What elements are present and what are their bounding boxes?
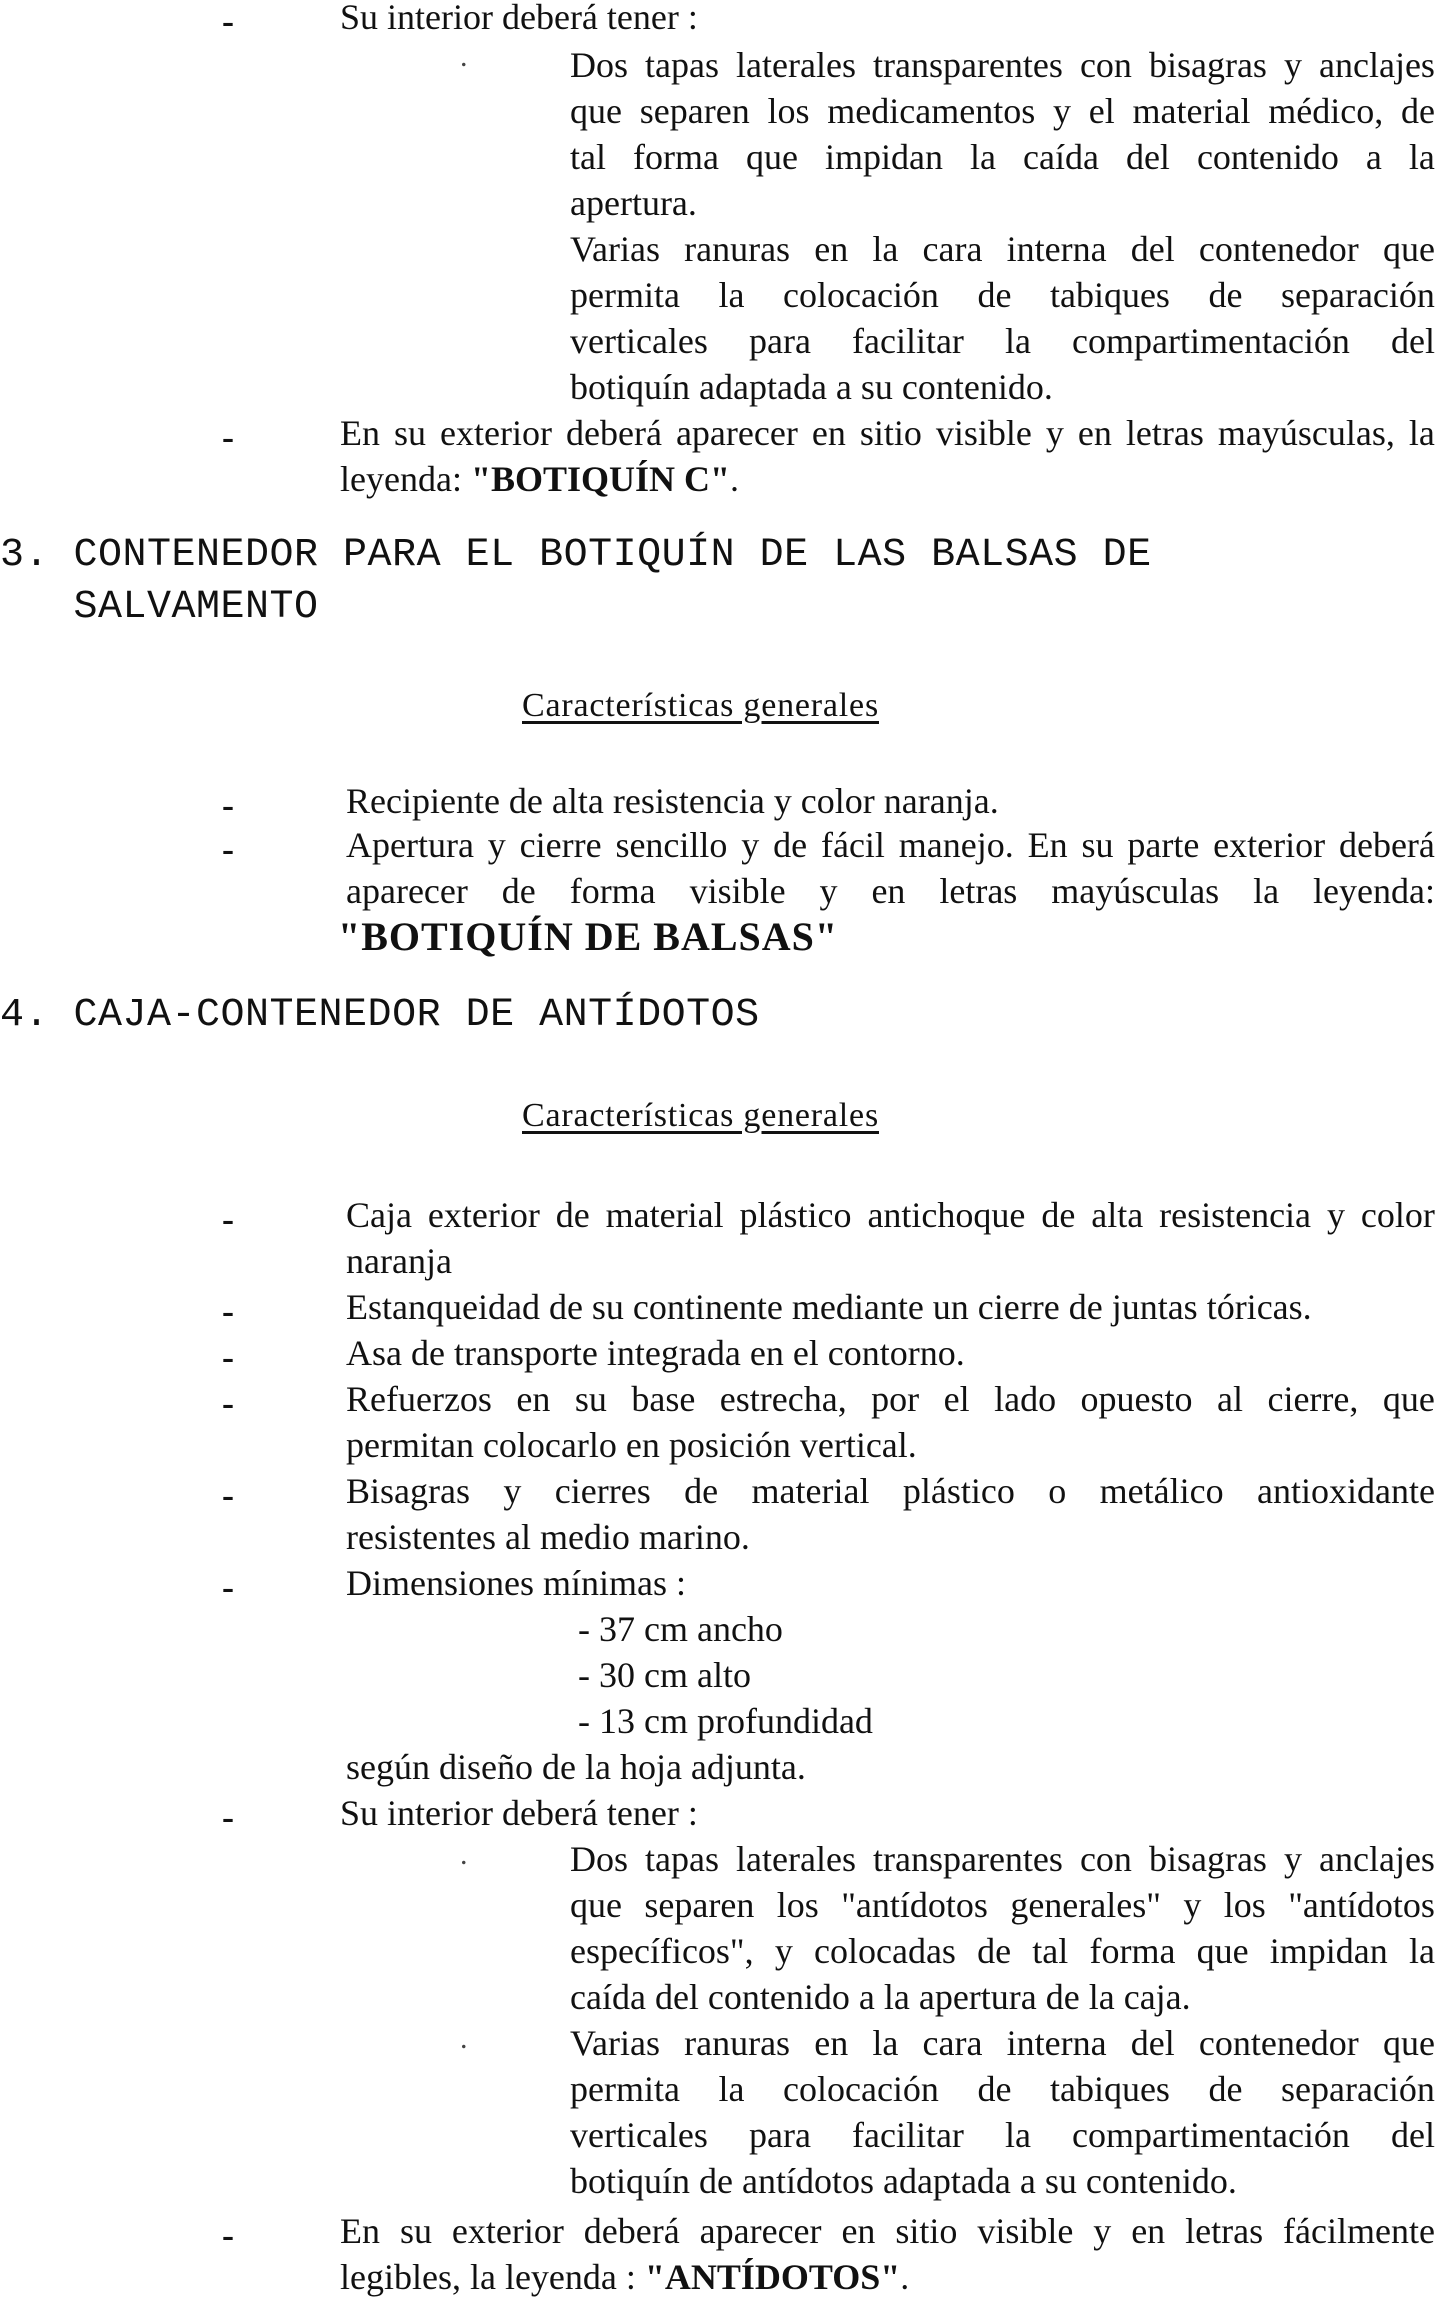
sub-bullet-dot: .	[460, 2022, 468, 2055]
list-item: Dimensiones mínimas :	[346, 1563, 686, 1603]
list-item: Caja exterior de material plástico antichoque de alta resistencia y color	[346, 1195, 1435, 1235]
paragraph-line: En su exterior deberá aparecer en sitio visible y en letras fácilmente	[340, 2211, 1435, 2251]
list-item: Asa de transporte integrada en el contorno.	[346, 1333, 965, 1373]
paragraph-line: que separen los medicamentos y el material médico, de	[570, 91, 1435, 131]
exterior-legend-line: leyenda: "BOTIQUÍN C".	[340, 459, 739, 499]
paragraph-line: permita la colocación de tabiques de separación	[570, 2069, 1435, 2109]
paragraph-line: apertura.	[570, 183, 697, 223]
list-item: aparecer de forma visible y en letras mayúsculas la leyenda:	[346, 871, 1435, 911]
legend-antidotos: "ANTÍDOTOS"	[644, 2257, 901, 2297]
paragraph-line: Varias ranuras en la cara interna del contenedor que	[570, 229, 1435, 269]
bullet-dash: -	[222, 1797, 234, 1837]
list-item: Refuerzos en su base estrecha, por el lado opuesto al cierre, que	[346, 1379, 1435, 1419]
paragraph-line: caída del contenido a la apertura de la caja.	[570, 1977, 1191, 2017]
dimensions-note: según diseño de la hoja adjunta.	[346, 1747, 806, 1787]
paragraph-line: tal forma que impidan la caída del contenido a la	[570, 137, 1435, 177]
bullet-dash: -	[222, 2215, 234, 2255]
list-item: Apertura y cierre sencillo y de fácil manejo. En su parte exterior deberá	[346, 825, 1435, 865]
dimension-height: - 30 cm alto	[578, 1655, 751, 1695]
section-3-title: 3. CONTENEDOR PARA EL BOTIQUÍN DE LAS BALSAS DE	[0, 533, 1152, 578]
bullet-dash: -	[222, 785, 234, 825]
paragraph-line: permita la colocación de tabiques de separación	[570, 275, 1435, 315]
list-item: resistentes al medio marino.	[346, 1517, 750, 1557]
paragraph-line: específicos", y colocadas de tal forma que impidan la	[570, 1931, 1435, 1971]
paragraph-line: Dos tapas laterales transparentes con bisagras y anclajes	[570, 1839, 1435, 1879]
bullet-dash: -	[222, 1567, 234, 1607]
paragraph-line: Varias ranuras en la cara interna del contenedor que	[570, 2023, 1435, 2063]
section-4-subheading: Características generales	[522, 1097, 879, 1134]
bullet-dash: -	[222, 1291, 234, 1331]
dimension-width: - 37 cm ancho	[578, 1609, 783, 1649]
paragraph-line: que separen los "antídotos generales" y los "antídotos	[570, 1885, 1435, 1925]
sub-bullet-dot: .	[460, 1838, 468, 1871]
bullet-dash: -	[222, 1475, 234, 1515]
list-item: Recipiente de alta resistencia y color naranja.	[346, 781, 999, 821]
list-item: permitan colocarlo en posición vertical.	[346, 1425, 917, 1465]
bullet-dash: -	[222, 1337, 234, 1377]
dimension-depth: - 13 cm profundidad	[578, 1701, 873, 1741]
interior-intro: Su interior deberá tener :	[340, 1793, 698, 1833]
exterior-legend-line: legibles, la leyenda : "ANTÍDOTOS".	[340, 2257, 910, 2297]
bullet-dash: -	[222, 1383, 234, 1423]
bullet-dash: -	[222, 1, 234, 41]
section-3-subheading: Características generales	[522, 687, 879, 724]
paragraph-line: verticales para facilitar la compartimentación del	[570, 2115, 1435, 2155]
section-4-title: 4. CAJA-CONTENEDOR DE ANTÍDOTOS	[0, 993, 760, 1038]
sub-bullet-dot: .	[460, 40, 468, 73]
list-item: Bisagras y cierres de material plástico o metálico antioxidante	[346, 1471, 1435, 1511]
interior-intro: Su interior deberá tener :	[340, 0, 698, 37]
bullet-dash: -	[222, 417, 234, 457]
list-item: naranja	[346, 1241, 452, 1281]
list-item: Estanqueidad de su continente mediante un cierre de juntas tóricas.	[346, 1287, 1312, 1327]
bullet-dash: -	[222, 1199, 234, 1239]
paragraph-line: botiquín adaptada a su contenido.	[570, 367, 1053, 407]
legend-botiquin-de-balsas: "BOTIQUÍN DE BALSAS"	[338, 914, 839, 959]
section-3-title-cont: SALVAMENTO	[0, 585, 319, 630]
paragraph-line: verticales para facilitar la compartimentación del	[570, 321, 1435, 361]
legend-botiquin-c: "BOTIQUÍN C"	[470, 459, 730, 499]
paragraph-line: botiquín de antídotos adaptada a su contenido.	[570, 2161, 1237, 2201]
bullet-dash: -	[222, 829, 234, 869]
paragraph-line: En su exterior deberá aparecer en sitio visible y en letras mayúsculas, la	[340, 413, 1435, 453]
paragraph-line: Dos tapas laterales transparentes con bisagras y anclajes	[570, 45, 1435, 85]
